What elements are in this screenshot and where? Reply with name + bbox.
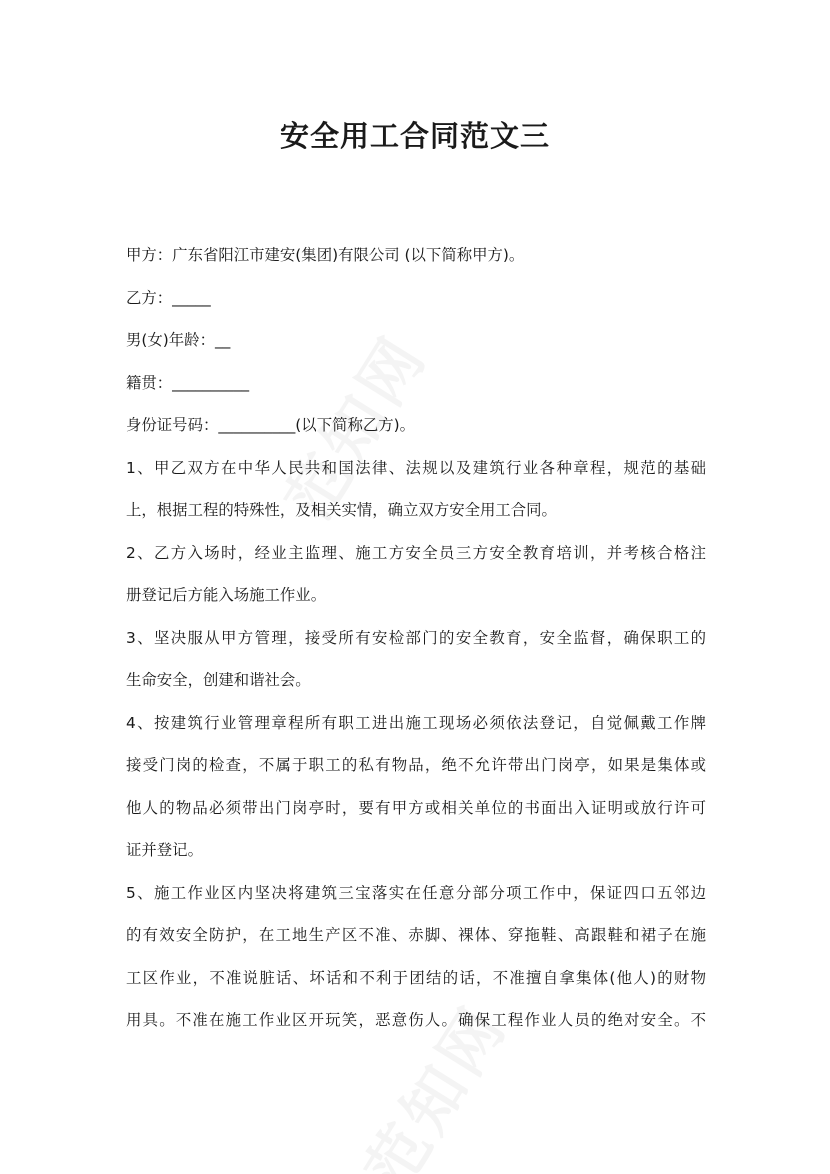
clause-5-line: 的有效安全防护，在工地生产区不准、赤脚、裸体、穿拖鞋、高跟鞋和裙子在施 <box>126 926 706 944</box>
clause-2-line: 册登记后方能入场施工作业。 <box>126 586 327 604</box>
document-title: 安全用工合同范文三 <box>279 119 550 153</box>
clause-1-line: 上，根据工程的特殊性，及相关实情，确立双方安全用工合同。 <box>126 501 557 519</box>
clause-5-line: 用具。不准在施工作业区开玩笑，恶意伤人。确保工程作业人员的绝对安全。不 <box>126 1011 706 1029</box>
clause-5-line: 工区作业，不准说脏话、坏话和不利于团结的话，不准擅自拿集体(他人)的财物 <box>126 968 706 987</box>
gender-age-line: 男(女)年龄：__ <box>126 331 231 349</box>
party-a-line: 甲方：广东省阳江市建安(集团)有限公司 (以下简称甲方)。 <box>126 246 525 264</box>
clause-4-line: 4、按建筑行业管理章程所有职工进出施工现场必须依法登记，自觉佩戴工作牌 <box>126 713 706 732</box>
document-body <box>126 234 706 1042</box>
clause-1-line: 1、甲乙双方在中华人民共和国法律、法规以及建筑行业各种章程，规范的基础 <box>126 458 706 477</box>
party-b-line: 乙方：_____ <box>126 288 211 307</box>
clause-4-line: 接受门岗的检查，不属于职工的私有物品，绝不允许带出门岗亭，如果是集体或 <box>126 756 706 774</box>
clause-3-line: 3、坚决服从甲方管理，接受所有安检部门的安全教育，安全监督，确保职工的 <box>126 628 706 647</box>
clause-3-line: 生命安全，创建和谐社会。 <box>126 671 311 689</box>
clause-4-line: 证并登记。 <box>126 841 203 859</box>
clause-4-line: 他人的物品必须带出门岗亭时，要有甲方或相关单位的书面出入证明或放行许可 <box>126 798 706 817</box>
clause-5-line: 5、施工作业区内坚决将建筑三宝落实在任意分部分项工作中，保证四口五邻边 <box>126 883 706 902</box>
id-number-line: 身份证号码：__________(以下简称乙方)。 <box>126 416 416 434</box>
clause-2-line: 2、乙方入场时，经业主监理、施工方安全员三方安全教育培训，并考核合格注 <box>126 543 706 562</box>
native-place-line: 籍贯：__________ <box>126 373 250 392</box>
